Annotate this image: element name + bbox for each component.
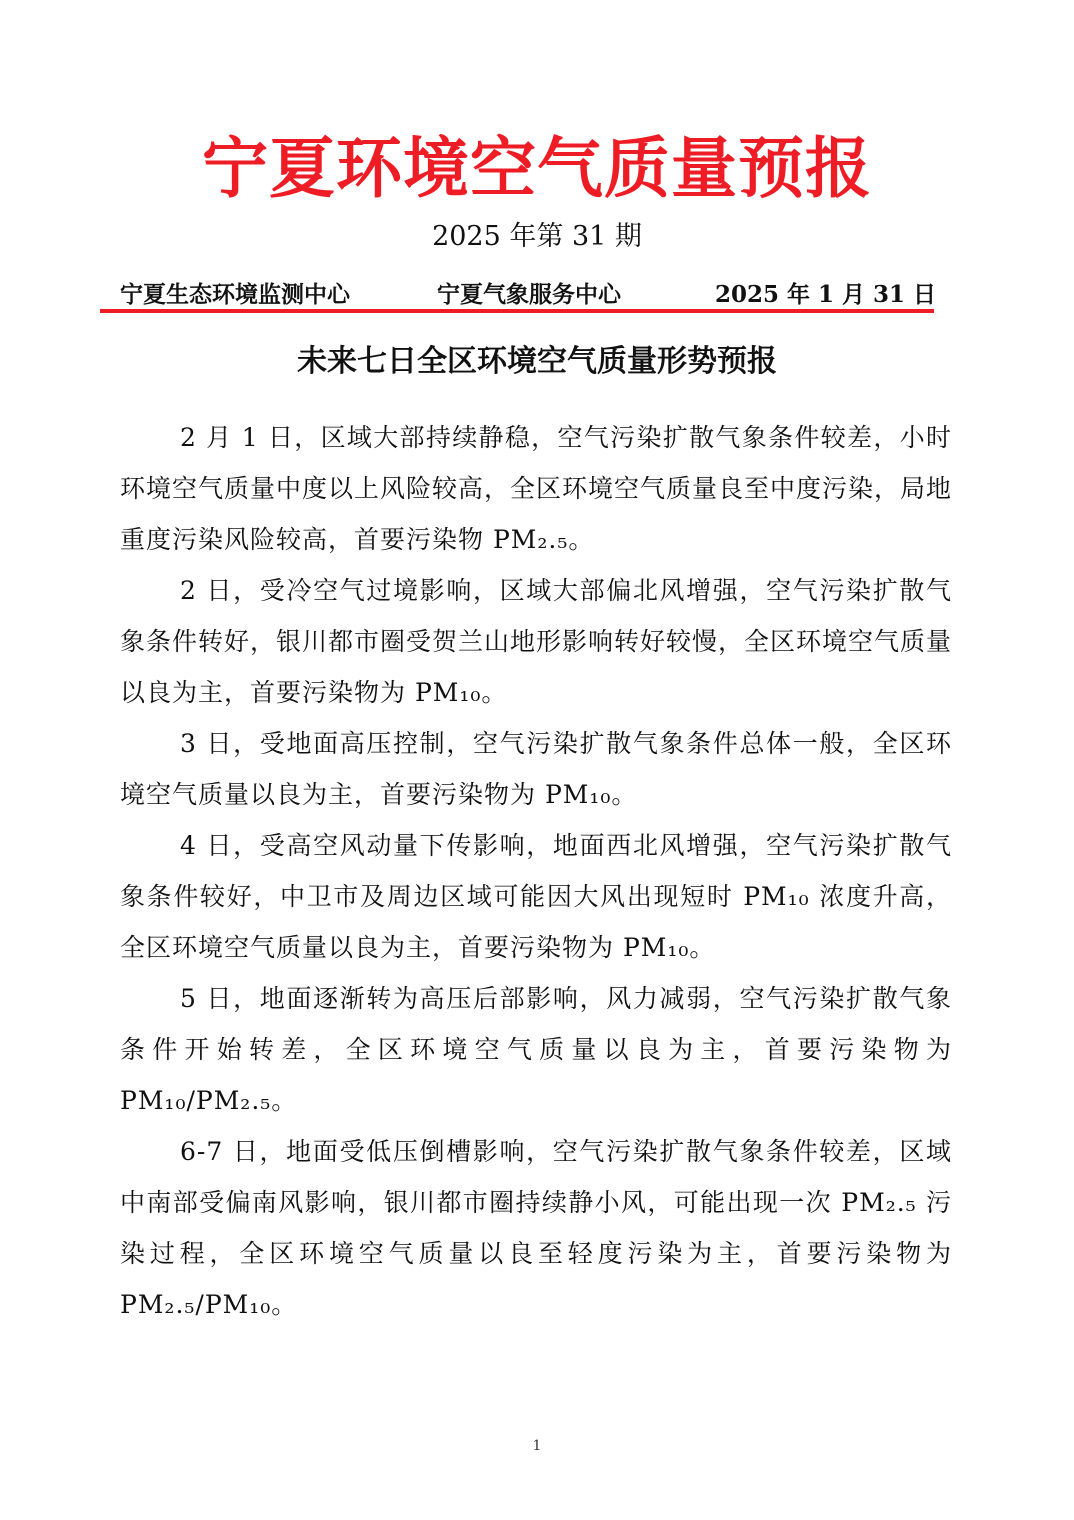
issuer-meteorology-center: 宁夏气象服务中心 xyxy=(437,281,621,308)
issue-date: 2025 年 1 月 31 日 xyxy=(714,281,936,308)
header-divider xyxy=(100,309,934,313)
forecast-paragraph-day-6-7: 6-7 日，地面受低压倒槽影响，空气污染扩散气象条件较差，区域中南部受偏南风影响，银川都市圈持续静小风，可能出现一次 PM₂.₅ 污染过程，全区环境空气质量以良至轻度污染为主，首要污染物为 PM₂.₅/PM₁₀。 xyxy=(120,1137,952,1319)
forecast-paragraph-day-2: 2 日，受冷空气过境影响，区域大部偏北风增强，空气污染扩散气象条件转好，银川都市圈受贺兰山地形影响转好较慢，全区环境空气质量以良为主，首要污染物为 PM₁₀。 xyxy=(120,576,953,707)
issuer-ecology-center: 宁夏生态环境监测中心 xyxy=(120,281,350,308)
page-number: 1 xyxy=(532,1438,542,1454)
forecast-paragraph-day-3: 3 日，受地面高压控制，空气污染扩散气象条件总体一般，全区环境空气质量以良为主，首要污染物为 PM₁₀。 xyxy=(120,729,952,809)
bulletin-masthead: 宁夏环境空气质量预报 xyxy=(202,129,872,207)
forecast-paragraph-day-4: 4 日，受高空风动量下传影响，地面西北风增强，空气污染扩散气象条件较好，中卫市及周边区域可能因大风出现短时 PM₁₀ 浓度升高，全区环境空气质量以良为主，首要污染物为 PM₁₀。 xyxy=(120,831,952,962)
issuer-row xyxy=(120,278,936,312)
forecast-paragraph-day-1: 2 月 1 日，区域大部持续静稳，空气污染扩散气象条件较差，小时环境空气质量中度以上风险较高，全区环境空气质量良至中度污染，局地重度污染风险较高，首要污染物 PM₂.₅。 xyxy=(120,423,953,554)
forecast-body xyxy=(120,412,952,1330)
forecast-paragraph-day-5: 5 日，地面逐渐转为高压后部影响，风力减弱，空气污染扩散气象条件开始转差，全区环境空气质量以良为主，首要污染物为 PM₁₀/PM₂.₅。 xyxy=(120,984,952,1115)
issue-number: 2025 年第 31 期 xyxy=(432,221,642,252)
section-title: 未来七日全区环境空气质量形势预报 xyxy=(297,344,777,379)
